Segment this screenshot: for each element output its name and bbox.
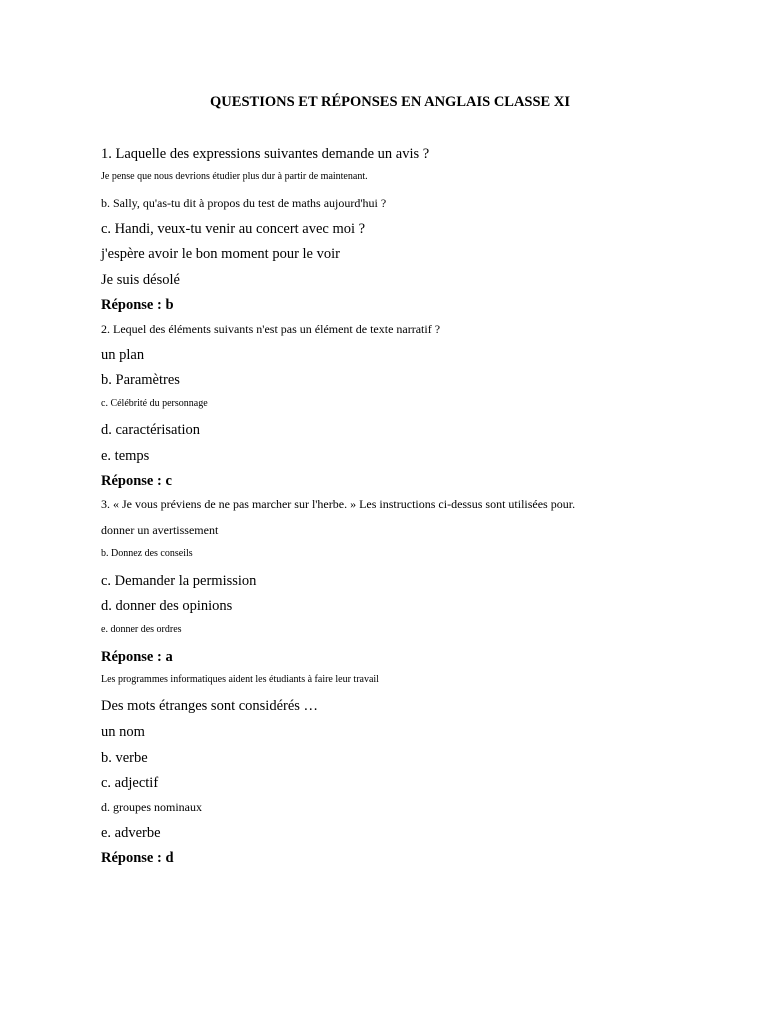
option-line: Je suis désolé (101, 272, 180, 288)
option-line: d. caractérisation (101, 422, 201, 438)
question-4-context: Les programmes informatiques aident les étudiants à faire leur travail (101, 674, 379, 685)
option-line: e. donner des ordres (101, 624, 182, 635)
answer-1: Réponse : b (101, 297, 174, 313)
option-line: un plan (101, 347, 145, 363)
answer-2: Réponse : c (101, 473, 172, 489)
question-3: 3. « Je vous préviens de ne pas marcher sur l'herbe. » Les instructions ci-dessus sont utilisées pour. (101, 497, 576, 511)
option-line: d. groupes nominaux (101, 800, 202, 814)
option-line: b. Donnez des conseils (101, 548, 193, 559)
option-line: c. Demander la permission (101, 573, 257, 589)
option-line: c. Célébrité du personnage (101, 398, 208, 409)
option-line: e. temps (101, 448, 150, 464)
answer-3: Réponse : a (101, 649, 173, 665)
question-4: Des mots étranges sont considérés … (101, 698, 319, 714)
option-line: b. Sally, qu'as-tu dit à propos du test de maths aujourd'hui ? (101, 196, 387, 210)
answer-4: Réponse : d (101, 850, 174, 866)
option-line: d. donner des opinions (101, 598, 233, 614)
question-1: 1. Laquelle des expressions suivantes demande un avis ? (101, 146, 430, 162)
option-line: c. Handi, veux-tu venir au concert avec moi ? (101, 221, 366, 237)
option-line: c. adjectif (101, 775, 159, 791)
option-line: b. verbe (101, 750, 148, 766)
page-title: QUESTIONS ET RÉPONSES EN ANGLAIS CLASSE XI (210, 94, 570, 110)
option-line: Je pense que nous devrions étudier plus dur à partir de maintenant. (101, 171, 368, 182)
option-line: un nom (101, 724, 145, 740)
option-line: donner un avertissement (101, 523, 219, 537)
option-line: e. adverbe (101, 825, 161, 841)
question-2: 2. Lequel des éléments suivants n'est pas un élément de texte narratif ? (101, 322, 441, 336)
option-line: j'espère avoir le bon moment pour le voir (101, 246, 340, 262)
option-line: b. Paramètres (101, 372, 180, 388)
